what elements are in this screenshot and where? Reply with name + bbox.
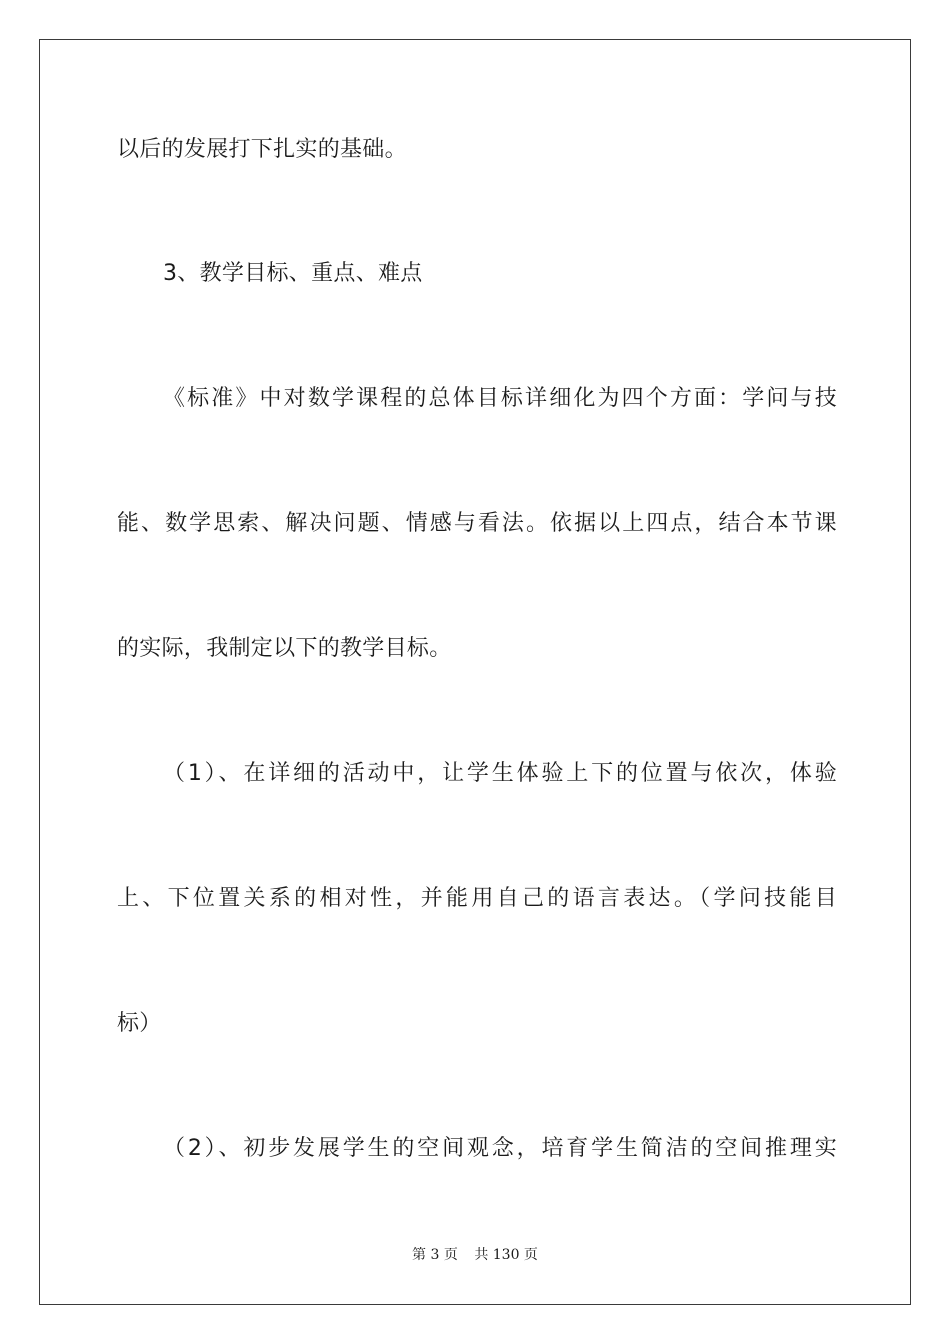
text-line-7: 上、下位置关系的相对性，并能用自己的语言表达。（学问技能目 xyxy=(117,886,837,911)
text-line-8: 标） xyxy=(117,1011,162,1036)
text-line-1: 以后的发展打下扎实的基础。 xyxy=(117,137,407,162)
text-line-9: （2）、初步发展学生的空间观念，培育学生简洁的空间推理实 xyxy=(163,1136,837,1161)
text-line-4: 能、数学思索、解决问题、情感与看法。依据以上四点，结合本节课 xyxy=(117,511,837,536)
text-line-5: 的实际，我制定以下的教学目标。 xyxy=(117,636,452,661)
page-number: 第 3 页 xyxy=(412,1247,458,1263)
page-border xyxy=(39,39,911,1305)
text-line-6: （1）、在详细的活动中，让学生体验上下的位置与依次，体验 xyxy=(163,761,837,786)
page-footer xyxy=(0,1246,950,1264)
text-line-3: 《标准》中对数学课程的总体目标详细化为四个方面：学问与技 xyxy=(163,386,837,411)
page-total: 共 130 页 xyxy=(474,1247,538,1263)
section-heading: 3、教学目标、重点、难点 xyxy=(163,261,423,286)
